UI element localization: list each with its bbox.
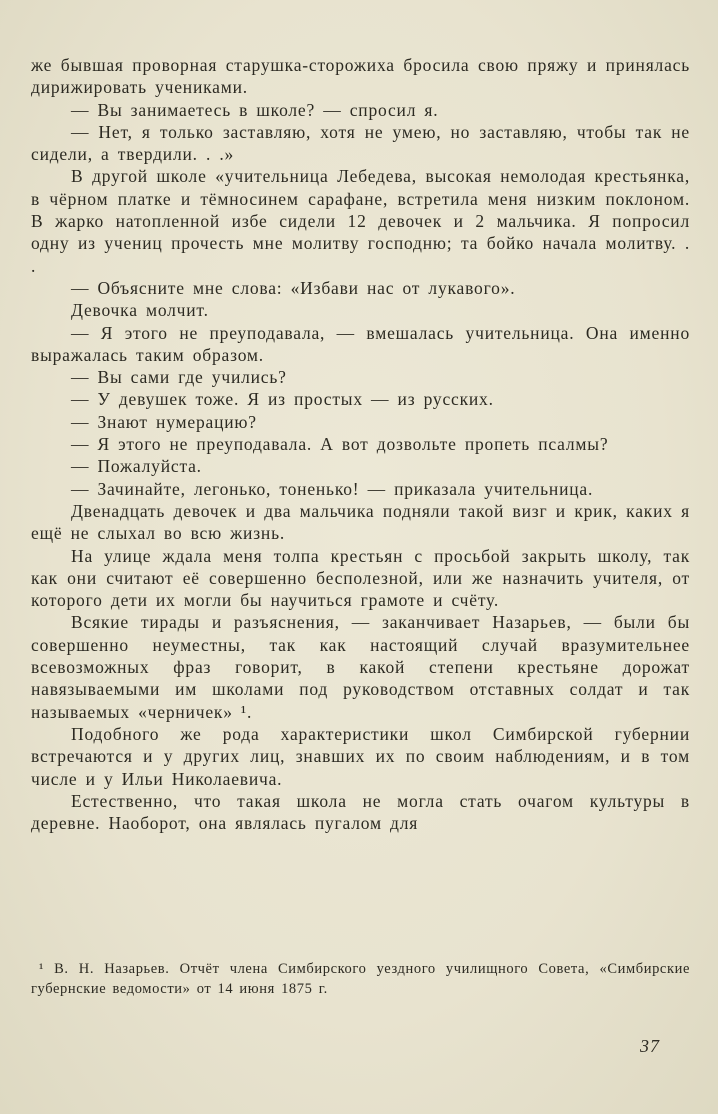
paragraph: — Я этого не преуподавала, — вмешалась учительница. Она именно выражалась таким образом. <box>31 322 690 365</box>
paragraph: — Я этого не преуподавала. А вот дозвольте пропеть псалмы? <box>71 434 609 455</box>
paragraph: Всякие тирады и разъяснения, — заканчивает Назарьев, — были бы совершенно неуместны, так как настоящий случай вразумительнее всевозможных фраз говорит, в какой степени крестьяне дорожат навязываемыми им школами под руководством отставных солдат и так называемых «черничек» ¹. <box>31 612 690 722</box>
paragraph: — Вы сами где учились? <box>71 367 287 388</box>
page-number: 37 <box>640 1036 660 1056</box>
footnote <box>31 960 690 999</box>
paragraph: — У девушек тоже. Я из простых — из русских. <box>71 389 494 410</box>
paragraph: — Зачинайте, легонько, тоненько! — приказала учительница. <box>71 478 594 499</box>
paragraph: — Нет, я только заставляю, хотя не умею, но заставляю, чтобы так не сидели, а твердили. . .» <box>31 121 690 165</box>
page-text <box>31 54 690 834</box>
paragraph: Девочка молчит. <box>71 300 209 321</box>
paragraph: Подобного же рода характеристики школ Симбирской губернии встречаются и у других лиц, знавших их по своим наблюдениям, и в том числе и у Ильи Николаевича. <box>31 723 690 789</box>
paragraph: — Вы занимаетесь в школе? — спросил я. <box>71 99 439 120</box>
paragraph: Двенадцать девочек и два мальчика подняли такой визг и крик, каких я ещё не слыхал во всю жизнь. <box>31 500 690 544</box>
footnote-text: ¹ В. Н. Назарьев. Отчёт члена Симбирского уездного училищного Совета, «Симбирские губернские ведомости» от 14 июня 1875 г. <box>31 961 690 997</box>
paragraph: — Пожалуйста. <box>71 456 202 477</box>
paragraph: же бывшая проворная старушка-сторожиха бросила свою пряжу и принялась дирижировать учениками. <box>31 55 690 98</box>
paragraph: — Объясните мне слова: «Избави нас от лукавого». <box>71 277 516 298</box>
paragraph: На улице ждала меня толпа крестьян с просьбой закрыть школу, так как они считают её совершенно бесполезной, или же назначить учителя, от которого дети их могли бы научиться грамоте и счёту. <box>31 545 690 611</box>
paragraph: В другой школе «учительница Лебедева, высокая немолодая крестьянка, в чёрном платке и тёмносинем сарафане, встретила меня низким поклоном. В жарко натопленной избе сидели 12 девочек и 2 мальчика. Я попросил одну из учениц прочесть мне молитву господню; та бойко начала молитву. . . <box>31 166 690 276</box>
paragraph: — Знают нумерацию? <box>71 411 257 432</box>
paragraph: Естественно, что такая школа не могла стать очагом культуры в деревне. Наоборот, она являлась пугалом для <box>31 790 690 834</box>
